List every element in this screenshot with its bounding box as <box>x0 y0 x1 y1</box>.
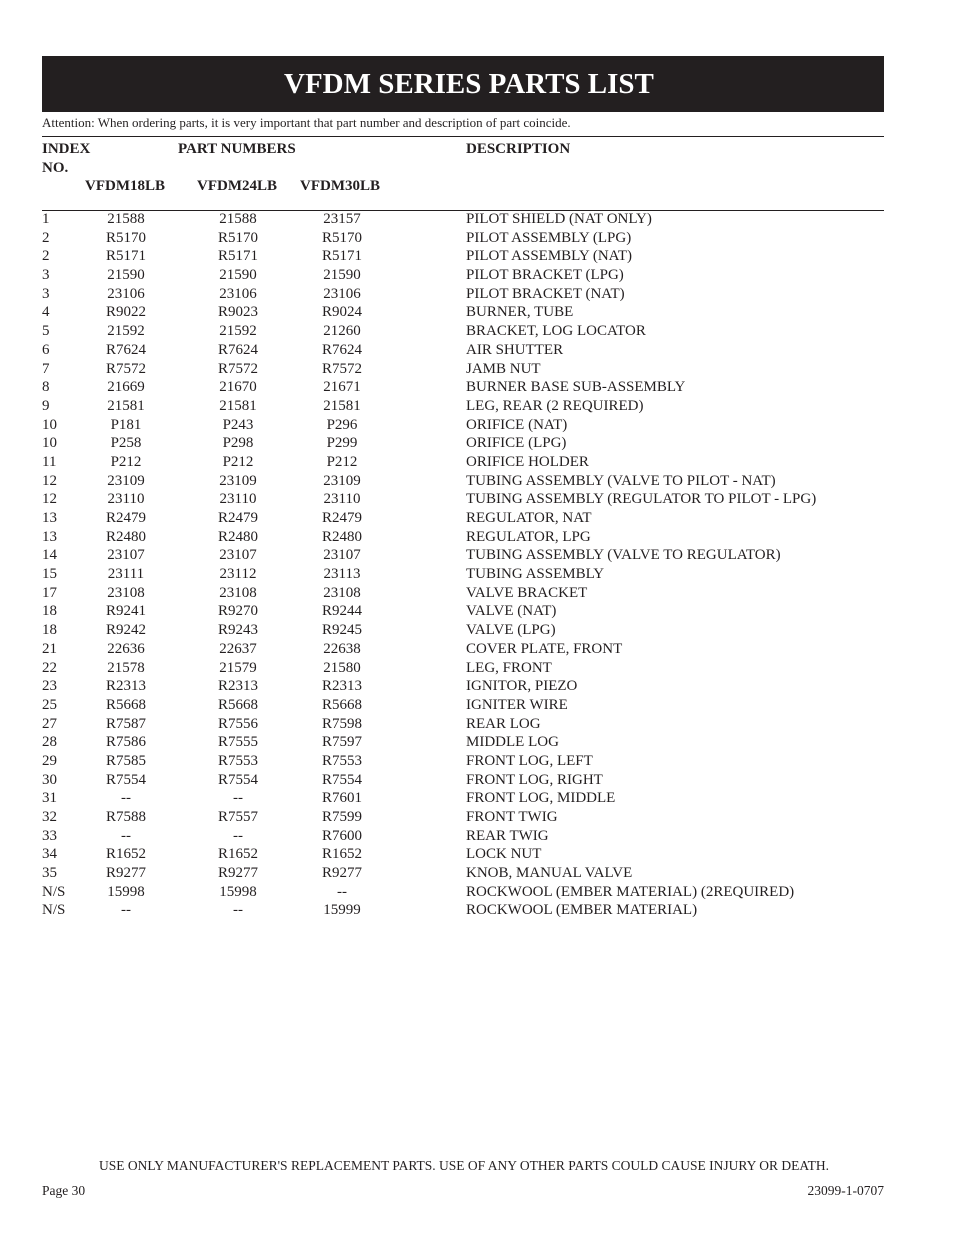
description-cell: LEG, REAR (2 REQUIRED) <box>466 397 644 414</box>
part-number-vfdm30lb: R1652 <box>321 846 362 863</box>
table-row <box>0 210 954 229</box>
index-cell: 35 <box>42 865 57 882</box>
part-number-vfdm24lb: R1652 <box>217 846 258 863</box>
index-cell: 21 <box>42 640 57 657</box>
part-number-vfdm18lb: 15998 <box>107 883 145 900</box>
part-number-vfdm24lb: 21590 <box>219 267 257 284</box>
part-number-vfdm18lb: R2479 <box>105 510 146 526</box>
part-number-vfdm30lb: R7554 <box>321 771 362 788</box>
header-top-rule <box>42 136 884 137</box>
description-cell: ORIFICE HOLDER <box>466 453 589 470</box>
description-cell: PILOT BRACKET (NAT) <box>466 285 625 302</box>
attention-note: Attention: When ordering parts, it is very important that part number and description of part coincide. <box>42 115 571 130</box>
part-number-vfdm24lb: 22637 <box>219 640 257 657</box>
part-number-vfdm18lb: 21669 <box>107 379 145 396</box>
part-number-vfdm30lb: 23109 <box>323 472 361 489</box>
table-row <box>0 247 954 266</box>
part-number-vfdm18lb: R7572 <box>105 360 146 377</box>
description-cell: FRONT LOG, MIDDLE <box>466 790 616 807</box>
table-row <box>0 378 954 397</box>
table-row <box>0 789 954 808</box>
description-cell: REGULATOR, LPG <box>466 528 591 545</box>
index-cell: 23 <box>42 678 57 695</box>
description-cell: FRONT LOG, LEFT <box>466 752 593 769</box>
index-cell: 18 <box>42 622 57 639</box>
part-number-vfdm18lb: 23110 <box>107 491 145 508</box>
index-cell: 9 <box>42 397 50 414</box>
index-cell: 31 <box>42 790 57 807</box>
description-cell: ROCKWOOL (EMBER MATERIAL) <box>466 902 698 919</box>
description-cell: ORIFICE (LPG) <box>466 435 567 452</box>
part-number-vfdm30lb: 22638 <box>323 640 361 657</box>
index-cell: 29 <box>42 752 57 769</box>
table-row <box>0 266 954 285</box>
index-cell: 13 <box>42 510 57 526</box>
index-cell: 2 <box>42 229 50 246</box>
part-number-vfdm24lb: P212 <box>222 453 254 470</box>
table-row <box>0 285 954 304</box>
part-number-vfdm30lb: 23113 <box>323 566 361 583</box>
description-cell: REAR LOG <box>466 715 541 732</box>
description-cell: IGNITER WIRE <box>466 696 568 713</box>
description-cell: LOCK NUT <box>466 846 542 863</box>
index-cell: 3 <box>42 267 50 284</box>
replacement-parts-warning: USE ONLY MANUFACTURER'S REPLACEMENT PARTS. USE OF ANY OTHER PARTS COULD CAUSE INJURY OR DEATH. <box>98 1158 830 1173</box>
table-row <box>0 416 954 435</box>
index-cell: 10 <box>42 416 57 433</box>
description-cell: BURNER, TUBE <box>466 304 574 321</box>
part-number-vfdm30lb: R7572 <box>321 360 362 377</box>
table-row <box>0 565 954 584</box>
description-cell: REAR TWIG <box>466 827 549 844</box>
description-cell: BURNER BASE SUB-ASSEMBLY <box>466 379 686 396</box>
index-cell: 6 <box>42 341 50 358</box>
table-row <box>0 883 954 902</box>
description-cell: BRACKET, LOG LOCATOR <box>466 323 646 340</box>
part-number-vfdm18lb: R7554 <box>105 771 146 788</box>
index-cell: 4 <box>42 304 50 321</box>
part-number-vfdm30lb: 21671 <box>323 379 361 396</box>
part-number-vfdm30lb: -- <box>337 883 347 900</box>
description-cell: TUBING ASSEMBLY <box>466 566 605 583</box>
part-number-vfdm30lb: 23108 <box>323 584 361 601</box>
index-cell: 1 <box>42 211 50 227</box>
table-row <box>0 229 954 248</box>
part-number-vfdm30lb: R9245 <box>321 622 362 639</box>
part-number-vfdm18lb: R5171 <box>105 248 146 265</box>
description-cell: PILOT ASSEMBLY (LPG) <box>466 229 632 246</box>
part-number-vfdm24lb: R7572 <box>217 360 258 377</box>
index-cell: 10 <box>42 435 57 452</box>
description-cell: AIR SHUTTER <box>466 341 564 358</box>
table-row <box>0 472 954 491</box>
table-row <box>0 771 954 790</box>
part-number-vfdm30lb: R5170 <box>321 229 362 246</box>
index-cell: 8 <box>42 379 50 396</box>
part-number-vfdm30lb: R5171 <box>321 248 362 265</box>
part-number-vfdm18lb: R7587 <box>105 715 146 732</box>
table-row <box>0 696 954 715</box>
part-number-vfdm30lb: R7553 <box>321 752 362 769</box>
description-cell: JAMB NUT <box>466 360 541 377</box>
description-cell: TUBING ASSEMBLY (VALVE TO PILOT - NAT) <box>466 472 776 489</box>
description-cell: TUBING ASSEMBLY (VALVE TO REGULATOR) <box>466 547 781 564</box>
part-number-vfdm18lb: R5170 <box>105 229 146 246</box>
part-number-vfdm18lb: 23108 <box>107 584 145 601</box>
part-number-vfdm30lb: R7601 <box>321 790 362 807</box>
part-number-vfdm24lb: 21579 <box>219 659 257 676</box>
part-number-vfdm30lb: 21581 <box>323 397 361 414</box>
index-cell: N/S <box>42 902 66 919</box>
table-row <box>0 360 954 379</box>
index-cell: 18 <box>42 603 57 620</box>
index-cell: 28 <box>42 734 57 751</box>
description-cell: PILOT BRACKET (LPG) <box>466 267 624 284</box>
index-cell: 25 <box>42 696 57 713</box>
header-description: DESCRIPTION <box>466 141 571 157</box>
part-number-vfdm24lb: 23112 <box>219 566 257 583</box>
part-number-vfdm18lb: R7585 <box>105 752 146 769</box>
part-number-vfdm24lb: 23107 <box>219 547 257 564</box>
part-number-vfdm30lb: R2313 <box>321 678 362 695</box>
part-number-vfdm30lb: 23157 <box>323 211 361 227</box>
table-row <box>0 602 954 621</box>
index-cell: 13 <box>42 528 57 545</box>
part-number-vfdm24lb: R7554 <box>217 771 258 788</box>
part-number-vfdm24lb: R2479 <box>217 510 258 526</box>
table-row <box>0 303 954 322</box>
index-cell: 12 <box>42 472 57 489</box>
document-number: 23099-1-0707 <box>807 1183 884 1198</box>
index-cell: 17 <box>42 584 57 601</box>
part-number-vfdm24lb: R7555 <box>217 734 258 751</box>
part-number-vfdm24lb: P298 <box>222 435 254 452</box>
part-number-vfdm30lb: R9244 <box>321 603 362 620</box>
table-row <box>0 584 954 603</box>
part-number-vfdm30lb: R7599 <box>321 809 362 825</box>
table-row <box>0 397 954 416</box>
part-number-vfdm24lb: 21588 <box>219 211 257 227</box>
part-number-vfdm24lb: -- <box>233 790 243 807</box>
table-row <box>0 322 954 341</box>
part-number-vfdm30lb: P296 <box>326 416 358 433</box>
part-number-vfdm24lb: R7556 <box>217 715 258 732</box>
part-number-vfdm30lb: R7598 <box>321 715 362 732</box>
part-number-vfdm24lb: 23109 <box>219 472 257 489</box>
part-number-vfdm24lb: 23106 <box>219 285 257 302</box>
part-number-vfdm18lb: 22636 <box>107 640 145 657</box>
part-number-vfdm18lb: P212 <box>110 453 142 470</box>
part-number-vfdm18lb: 23107 <box>107 547 145 564</box>
part-number-vfdm30lb: 21580 <box>323 659 361 676</box>
index-cell: 32 <box>42 809 57 825</box>
header-model-vfdm18lb: VFDM18LB <box>85 178 165 194</box>
table-row <box>0 640 954 659</box>
part-number-vfdm24lb: 15998 <box>219 883 257 900</box>
header-index: INDEX <box>42 141 91 157</box>
table-row <box>0 621 954 640</box>
table-row <box>0 490 954 509</box>
part-number-vfdm24lb: -- <box>233 827 243 844</box>
part-number-vfdm18lb: R9241 <box>105 603 146 620</box>
part-number-vfdm30lb: R2479 <box>321 510 362 526</box>
description-cell: FRONT TWIG <box>466 809 558 825</box>
index-cell: 27 <box>42 715 57 732</box>
description-cell: TUBING ASSEMBLY (REGULATOR TO PILOT - LPG) <box>466 491 817 508</box>
index-cell: 12 <box>42 491 57 508</box>
index-cell: 22 <box>42 659 57 676</box>
part-number-vfdm18lb: R2480 <box>105 528 146 545</box>
part-number-vfdm24lb: R9243 <box>217 622 258 639</box>
description-cell: LEG, FRONT <box>466 659 552 676</box>
part-number-vfdm24lb: R7557 <box>217 809 258 825</box>
table-row <box>0 864 954 883</box>
part-number-vfdm24lb: R5171 <box>217 248 258 265</box>
part-number-vfdm30lb: 21260 <box>323 323 361 340</box>
index-cell: 3 <box>42 285 50 302</box>
part-number-vfdm18lb: R1652 <box>105 846 146 863</box>
table-row <box>0 808 954 827</box>
table-row <box>0 546 954 565</box>
part-number-vfdm30lb: R9277 <box>321 865 362 882</box>
header-model-vfdm24lb: VFDM24LB <box>197 178 277 194</box>
part-number-vfdm24lb: R2480 <box>217 528 258 545</box>
part-number-vfdm24lb: R9270 <box>217 603 258 620</box>
part-number-vfdm30lb: 23110 <box>323 491 361 508</box>
part-number-vfdm30lb: R5668 <box>321 696 362 713</box>
part-number-vfdm30lb: R7624 <box>321 341 362 358</box>
part-number-vfdm18lb: 21581 <box>107 397 145 414</box>
index-cell: 2 <box>42 248 50 265</box>
index-cell: 15 <box>42 566 57 583</box>
part-number-vfdm18lb: 21590 <box>107 267 145 284</box>
part-number-vfdm30lb: P299 <box>326 435 358 452</box>
description-cell: ROCKWOOL (EMBER MATERIAL) (2REQUIRED) <box>466 883 795 900</box>
part-number-vfdm24lb: R9023 <box>217 304 258 321</box>
table-row <box>0 845 954 864</box>
part-number-vfdm24lb: 23108 <box>219 584 257 601</box>
part-number-vfdm24lb: R2313 <box>217 678 258 695</box>
description-cell: VALVE (NAT) <box>466 603 557 620</box>
table-row <box>0 733 954 752</box>
part-number-vfdm24lb: P243 <box>222 416 254 433</box>
description-cell: ORIFICE (NAT) <box>466 416 568 433</box>
index-cell: 34 <box>42 846 57 863</box>
page-number: Page 30 <box>42 1183 86 1198</box>
part-number-vfdm18lb: R7624 <box>105 341 146 358</box>
header-model-vfdm30lb: VFDM30LB <box>300 178 380 194</box>
part-number-vfdm30lb: 15999 <box>323 902 361 919</box>
table-row <box>0 659 954 678</box>
description-cell: REGULATOR, NAT <box>466 510 592 526</box>
part-number-vfdm18lb: -- <box>121 790 131 807</box>
part-number-vfdm18lb: 23109 <box>107 472 145 489</box>
index-cell: 7 <box>42 360 50 377</box>
page-title: VFDM SERIES PARTS LIST <box>42 56 884 112</box>
index-cell: 30 <box>42 771 57 788</box>
part-number-vfdm30lb: 21590 <box>323 267 361 284</box>
part-number-vfdm18lb: 23111 <box>107 566 145 583</box>
description-cell: MIDDLE LOG <box>466 734 559 751</box>
index-cell: 5 <box>42 323 50 340</box>
description-cell: IGNITOR, PIEZO <box>466 678 578 695</box>
part-number-vfdm24lb: R5668 <box>217 696 258 713</box>
table-row <box>0 901 954 920</box>
part-number-vfdm18lb: R7586 <box>105 734 146 751</box>
description-cell: PILOT ASSEMBLY (NAT) <box>466 248 633 265</box>
part-number-vfdm18lb: R9242 <box>105 622 146 639</box>
part-number-vfdm24lb: 21670 <box>219 379 257 396</box>
description-cell: FRONT LOG, RIGHT <box>466 771 603 788</box>
part-number-vfdm18lb: 21592 <box>107 323 145 340</box>
part-number-vfdm24lb: R9277 <box>217 865 258 882</box>
part-number-vfdm24lb: 21592 <box>219 323 257 340</box>
part-number-vfdm24lb: -- <box>233 902 243 919</box>
part-number-vfdm24lb: R7624 <box>217 341 258 358</box>
part-number-vfdm18lb: -- <box>121 902 131 919</box>
table-row <box>0 827 954 846</box>
part-number-vfdm18lb: R2313 <box>105 678 146 695</box>
index-cell: 11 <box>42 453 57 470</box>
description-cell: COVER PLATE, FRONT <box>466 640 623 657</box>
part-number-vfdm30lb: R9024 <box>321 304 362 321</box>
index-cell: 33 <box>42 827 57 844</box>
part-number-vfdm30lb: R2480 <box>321 528 362 545</box>
parts-table-body <box>0 210 954 920</box>
table-row <box>0 341 954 360</box>
header-no: NO. <box>42 160 69 176</box>
part-number-vfdm30lb: 23106 <box>323 285 361 302</box>
part-number-vfdm30lb: P212 <box>326 453 358 470</box>
part-number-vfdm18lb: R5668 <box>105 696 146 713</box>
table-row <box>0 509 954 528</box>
part-number-vfdm18lb: -- <box>121 827 131 844</box>
table-row <box>0 715 954 734</box>
index-cell: 14 <box>42 547 57 564</box>
description-cell: PILOT SHIELD (NAT ONLY) <box>466 211 652 227</box>
description-cell: KNOB, MANUAL VALVE <box>466 865 633 882</box>
description-cell: VALVE BRACKET <box>466 584 588 601</box>
table-row <box>0 677 954 696</box>
part-number-vfdm30lb: R7597 <box>321 734 362 751</box>
part-number-vfdm18lb: 21578 <box>107 659 145 676</box>
table-row <box>0 528 954 547</box>
part-number-vfdm24lb: R7553 <box>217 752 258 769</box>
header-part-numbers: PART NUMBERS <box>178 141 296 157</box>
part-number-vfdm24lb: R5170 <box>217 229 258 246</box>
part-number-vfdm18lb: R9277 <box>105 865 146 882</box>
table-row <box>0 453 954 472</box>
part-number-vfdm30lb: 23107 <box>323 547 361 564</box>
part-number-vfdm18lb: P258 <box>110 435 142 452</box>
part-number-vfdm18lb: R7588 <box>105 809 146 825</box>
table-row <box>0 752 954 771</box>
table-row <box>0 434 954 453</box>
part-number-vfdm18lb: 23106 <box>107 285 145 302</box>
part-number-vfdm18lb: P181 <box>110 416 142 433</box>
part-number-vfdm18lb: R9022 <box>105 304 146 321</box>
index-cell: N/S <box>42 883 66 900</box>
part-number-vfdm24lb: 23110 <box>219 491 257 508</box>
part-number-vfdm24lb: 21581 <box>219 397 257 414</box>
description-cell: VALVE (LPG) <box>466 622 556 639</box>
part-number-vfdm18lb: 21588 <box>107 211 145 227</box>
part-number-vfdm30lb: R7600 <box>321 827 362 844</box>
